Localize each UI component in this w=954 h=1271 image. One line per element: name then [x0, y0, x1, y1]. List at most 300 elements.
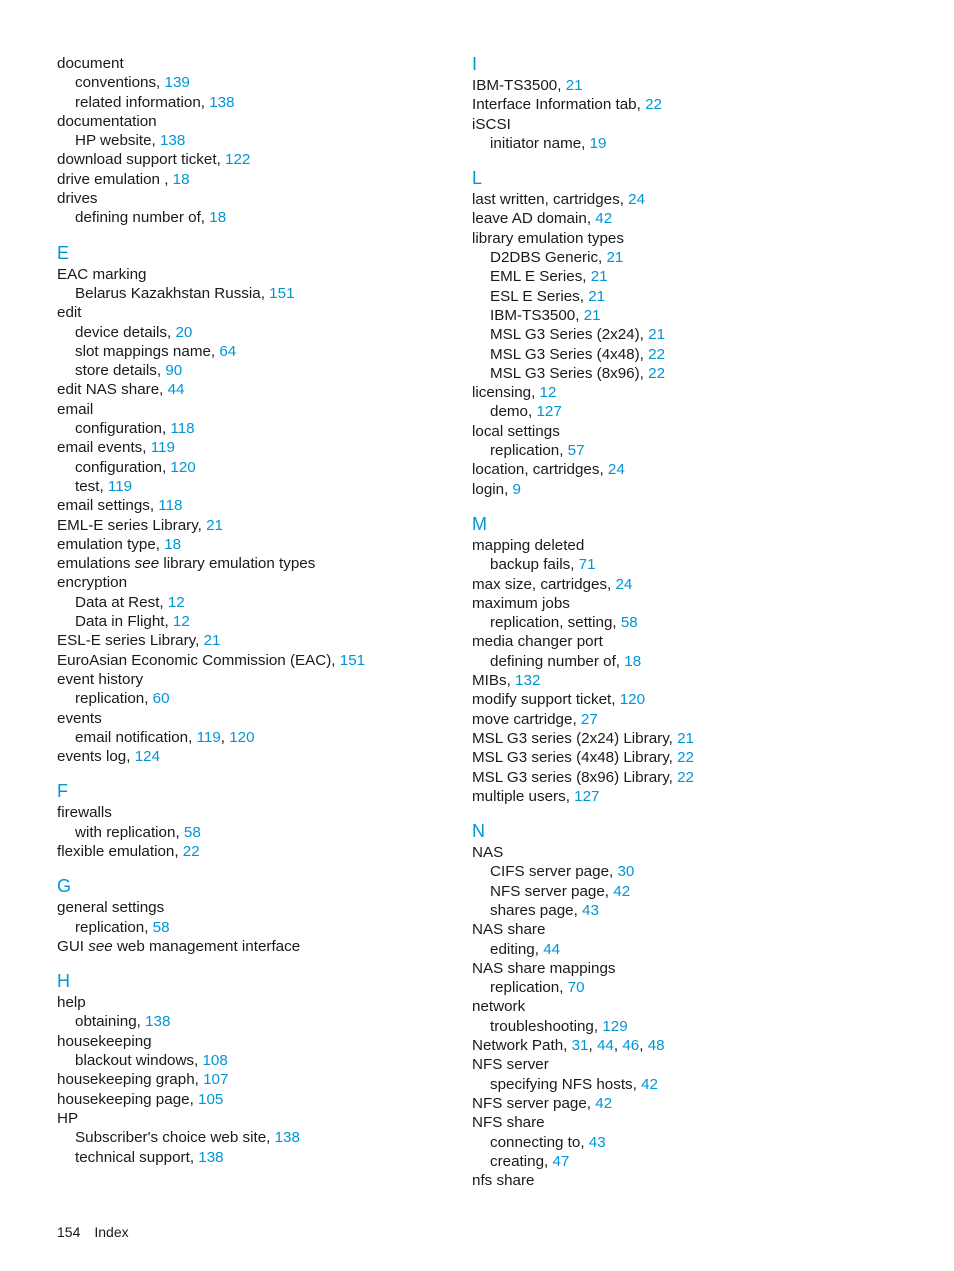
index-subentry: [57, 419, 452, 438]
index-term: MSL G3 Series (8x96),: [490, 364, 649, 382]
index-subentry: [57, 1128, 452, 1147]
index-entry: [57, 898, 452, 917]
page-link-22[interactable]: 22: [182, 842, 200, 860]
index-term: MIBs,: [472, 672, 516, 690]
index-term: demo,: [490, 403, 537, 421]
index-term: leave AD domain,: [472, 210, 596, 228]
page-link-22[interactable]: 22: [677, 768, 695, 786]
index-entry: [472, 843, 912, 862]
index-subentry: [472, 901, 912, 920]
index-term: store details,: [75, 362, 166, 380]
index-term: move cartridge,: [472, 710, 581, 728]
index-subentry: [472, 267, 912, 286]
index-term: HP website,: [75, 132, 160, 150]
index-section-g: [57, 876, 452, 956]
index-entry: [472, 959, 912, 978]
page-link-119[interactable]: 119: [150, 439, 175, 457]
index-subentry: [472, 940, 912, 959]
index-term: EML E Series,: [490, 268, 591, 286]
page-link-120[interactable]: 120: [229, 728, 255, 746]
page-link-27[interactable]: 27: [580, 710, 598, 728]
page-link-129[interactable]: 129: [602, 1017, 628, 1035]
index-subentry: [472, 1133, 912, 1152]
index-entry: [57, 1070, 452, 1089]
index-term: download support ticket,: [57, 151, 226, 169]
index-subentry: [57, 689, 452, 708]
page-link-119[interactable]: 119: [107, 477, 133, 495]
index-subentry: [472, 345, 912, 364]
index-subentry: [472, 862, 912, 881]
index-term: email notification,: [75, 728, 197, 746]
index-entry: [57, 1090, 452, 1109]
index-term: emulations: [57, 555, 135, 573]
page-link-21[interactable]: 21: [606, 249, 624, 267]
index-term: Interface Information tab,: [472, 96, 646, 114]
index-term: network: [472, 998, 526, 1016]
index-term: nfs share: [472, 1172, 535, 1190]
index-entry: [472, 1055, 912, 1074]
index-entry: [57, 573, 452, 592]
index-section-h: [57, 971, 452, 1167]
index-entry: [472, 768, 912, 787]
page-link-31[interactable]: 31: [571, 1037, 589, 1055]
index-term: related information,: [75, 93, 210, 111]
page-link-18[interactable]: 18: [172, 170, 190, 188]
index-term: general settings: [57, 899, 165, 917]
index-entry: [57, 265, 452, 284]
index-letter-heading: I: [472, 54, 478, 74]
index-term: iSCSI: [472, 115, 511, 133]
page-link-24[interactable]: 24: [615, 575, 633, 593]
index-term: replication, setting,: [490, 614, 621, 632]
index-subentry: [57, 323, 452, 342]
index-term: events: [57, 709, 102, 727]
index-term: NFS share: [472, 1114, 545, 1132]
index-term: multiple users,: [472, 787, 575, 805]
page-link-12[interactable]: 12: [539, 384, 557, 402]
index-term: GUI: [57, 937, 89, 955]
index-letter-heading: F: [57, 781, 68, 802]
index-subentry: [472, 1017, 912, 1036]
page-link-44[interactable]: 44: [543, 940, 561, 958]
index-term: firewalls: [57, 804, 112, 822]
index-entry: [57, 631, 452, 650]
index-term: CIFS server page,: [490, 863, 618, 881]
index-entry: [472, 1094, 912, 1113]
index-subentry: [472, 325, 912, 344]
index-term: emulation type,: [57, 535, 165, 553]
index-term: licensing,: [472, 384, 540, 402]
index-subentry: email notification, 119, 120: [75, 728, 255, 746]
footer-section-title: Index: [94, 1224, 129, 1240]
page-link-138[interactable]: 138: [159, 132, 186, 150]
index-term: NAS: [472, 844, 504, 862]
index-term: test,: [75, 477, 108, 495]
page-link-19[interactable]: 19: [589, 134, 607, 152]
index-term: Network Path,: [472, 1037, 572, 1055]
page-link-64[interactable]: 64: [219, 342, 237, 360]
index-term: with replication,: [75, 823, 184, 841]
page-link-22[interactable]: 22: [645, 96, 662, 114]
index-term: initiator name,: [490, 134, 590, 152]
index-term: Data at Rest,: [75, 593, 168, 611]
index-term: Subscriber's choice web site,: [75, 1129, 275, 1147]
see-reference: see: [88, 937, 113, 955]
index-term: email events,: [57, 439, 151, 457]
index-term: replication,: [490, 442, 568, 460]
index-subentry: [57, 1012, 452, 1031]
index-term: Data in Flight,: [75, 613, 173, 631]
index-term: defining number of,: [75, 209, 210, 227]
index-entry: [57, 496, 452, 515]
index-entry: [472, 115, 912, 134]
page-link-9[interactable]: 9: [512, 480, 521, 498]
index-term: mapping deleted: [472, 536, 585, 554]
page-link-12[interactable]: 12: [172, 613, 190, 631]
index-term: housekeeping: [57, 1032, 152, 1050]
index-entry: [472, 594, 912, 613]
index-entry: [472, 787, 912, 806]
index-term: housekeeping graph,: [57, 1071, 204, 1089]
page-link-43[interactable]: 43: [588, 1133, 606, 1151]
page-link-151[interactable]: 151: [269, 284, 295, 302]
index-subentry: [57, 1148, 452, 1167]
index-term: local settings: [472, 422, 560, 440]
index-entry: [472, 536, 912, 555]
page-link-18[interactable]: 18: [164, 535, 182, 553]
index-entry: [57, 400, 452, 419]
index-entry: [57, 709, 452, 728]
index-subentry: [472, 364, 912, 383]
index-entry: [57, 535, 452, 554]
index-term: last written, cartridges,: [472, 191, 629, 209]
page-link-127[interactable]: 127: [574, 787, 600, 805]
index-entry: [57, 170, 452, 189]
page-footer: [57, 1222, 129, 1242]
index-column-left: [57, 54, 452, 1167]
index-letter-heading: G: [57, 876, 72, 897]
index-entry: [472, 671, 912, 690]
page-link-71[interactable]: 71: [578, 556, 596, 574]
index-term: technical support,: [75, 1148, 199, 1166]
index-entry: [472, 920, 912, 939]
page-link-42[interactable]: 42: [595, 210, 613, 228]
index-term: shares page,: [490, 901, 583, 919]
page-link-21[interactable]: 21: [648, 326, 666, 344]
index-letter-heading: E: [57, 242, 70, 263]
index-letter-heading: N: [472, 821, 485, 842]
page-link-70[interactable]: 70: [567, 979, 585, 997]
see-target: library emulation types: [159, 555, 316, 573]
index-term: ESL E Series,: [490, 287, 589, 305]
index-term: configuration,: [75, 458, 171, 476]
index-section-i: [472, 54, 912, 153]
page-link-42[interactable]: 42: [641, 1075, 658, 1093]
index-entry: [472, 209, 912, 228]
page-link-21[interactable]: 21: [588, 287, 606, 305]
page-link-132[interactable]: 132: [515, 672, 541, 690]
page-link-42[interactable]: 42: [595, 1094, 613, 1112]
page-link-42[interactable]: 42: [613, 882, 631, 900]
index-entry: [57, 438, 452, 457]
page-link-118[interactable]: 118: [170, 420, 195, 438]
index-term: MSL G3 Series (2x24),: [490, 326, 649, 344]
page-link-22[interactable]: 22: [677, 749, 695, 767]
index-term: encryption: [57, 574, 128, 592]
index-term: replication,: [75, 918, 153, 936]
index-subentry: [57, 73, 452, 92]
page-link-57[interactable]: 57: [567, 442, 585, 460]
index-subentry: [472, 441, 912, 460]
page-link-48[interactable]: 48: [647, 1037, 665, 1055]
index-entry: Network Path, 31, 44, 46, 48: [472, 1037, 665, 1055]
page-link-18[interactable]: 18: [209, 209, 227, 227]
page-link-21[interactable]: 21: [203, 632, 221, 650]
index-entry: [472, 229, 912, 248]
see-target: web management interface: [112, 937, 301, 955]
page-link-58[interactable]: 58: [183, 823, 201, 841]
index-entry: [472, 95, 912, 114]
index-term: maximum jobs: [472, 594, 570, 612]
index-term: edit: [57, 304, 82, 322]
index-entry: [57, 670, 452, 689]
index-term: conventions,: [75, 74, 165, 92]
index-term: modify support ticket,: [472, 691, 620, 709]
index-section-e: [57, 243, 452, 767]
index-term: HP: [57, 1109, 79, 1127]
page-link-119[interactable]: 119: [196, 728, 221, 746]
index-term: D2DBS Generic,: [490, 249, 607, 267]
index-subentry: [57, 93, 452, 112]
page-link-44[interactable]: 44: [596, 1037, 614, 1055]
index-term: configuration,: [75, 420, 171, 438]
index-subentry: [472, 306, 912, 325]
page-link-151[interactable]: 151: [339, 651, 366, 669]
page-link-138[interactable]: 138: [198, 1148, 224, 1166]
index-subentry: [472, 978, 912, 997]
index-subentry: [57, 342, 452, 361]
index-section-l: [472, 168, 912, 499]
index-term: NAS share mappings: [472, 959, 616, 977]
page-link-21[interactable]: 21: [583, 306, 601, 324]
index-term: backup fails,: [490, 556, 579, 574]
index-entry: [57, 842, 452, 861]
index-entry: [472, 729, 912, 748]
index-letter-heading: M: [472, 513, 487, 534]
index-term: events log,: [57, 748, 135, 766]
index-term: creating,: [490, 1152, 553, 1170]
index-subentry: [57, 458, 452, 477]
index-entry: [57, 54, 452, 73]
index-column-right: [472, 54, 912, 1190]
page-link-107[interactable]: 107: [203, 1071, 229, 1089]
index-term: login,: [472, 480, 513, 498]
index-entry: [57, 516, 452, 535]
index-term: MSL G3 series (8x96) Library,: [472, 768, 678, 786]
index-entry: [57, 1109, 452, 1128]
index-subentry: [472, 613, 912, 632]
index-term: IBM-TS3500,: [490, 306, 584, 324]
index-term: help: [57, 994, 86, 1012]
index-term: NAS share: [472, 921, 546, 939]
index-entry: [57, 747, 452, 766]
index-subentry: [472, 882, 912, 901]
see-reference: see: [134, 555, 160, 573]
index-term: MSL G3 series (4x48) Library,: [472, 749, 678, 767]
index-section-m: [472, 514, 912, 806]
page-link-127[interactable]: 127: [536, 403, 562, 421]
index-term: defining number of,: [490, 652, 625, 670]
page-link-122[interactable]: 122: [225, 151, 251, 169]
page-link-12[interactable]: 12: [167, 593, 185, 611]
index-subentry: [472, 402, 912, 421]
page-link-21[interactable]: 21: [590, 268, 608, 286]
index-term: ESL-E series Library,: [57, 632, 204, 650]
index-entry: [57, 937, 452, 956]
page-link-58[interactable]: 58: [152, 918, 170, 936]
page-link-105[interactable]: 105: [198, 1090, 224, 1108]
page-link-46[interactable]: 46: [622, 1037, 640, 1055]
index-term: Belarus Kazakhstan Russia,: [75, 284, 270, 302]
page-link-24[interactable]: 24: [628, 191, 646, 209]
index-section-f: [57, 781, 452, 861]
index-term: drives: [57, 190, 98, 208]
index-subentry: [57, 918, 452, 937]
index-subentry: [472, 555, 912, 574]
index-entry: [57, 554, 452, 573]
index-term: editing,: [490, 940, 544, 958]
index-subentry: [57, 208, 452, 227]
page-link-43[interactable]: 43: [582, 901, 599, 919]
index-term: connecting to,: [490, 1133, 589, 1151]
page-link-21[interactable]: 21: [565, 77, 583, 94]
index-entry: [472, 76, 912, 95]
index-term: blackout windows,: [75, 1052, 203, 1070]
index-term: media changer port: [472, 633, 603, 651]
index-subentry: [57, 612, 452, 631]
index-term: NFS server: [472, 1056, 549, 1074]
index-entry: [57, 993, 452, 1012]
page-link-18[interactable]: 18: [624, 652, 642, 670]
index-entry: [472, 997, 912, 1016]
index-term: troubleshooting,: [490, 1017, 603, 1035]
page-link-118[interactable]: 118: [158, 497, 183, 515]
index-term: location, cartridges,: [472, 461, 608, 479]
index-letter-heading: L: [472, 168, 483, 189]
page-link-138[interactable]: 138: [274, 1129, 300, 1147]
index-entry: [472, 690, 912, 709]
index-entry: [57, 112, 452, 131]
index-letter-heading: H: [57, 971, 70, 992]
page-link-90[interactable]: 90: [165, 362, 183, 380]
index-term: replication,: [75, 690, 153, 708]
page-link-20[interactable]: 20: [175, 323, 193, 341]
index-term: replication,: [490, 979, 568, 997]
index-subentry: [57, 477, 452, 496]
index-term: max size, cartridges,: [472, 575, 616, 593]
index-term: event history: [57, 670, 144, 688]
index-subentry: [57, 131, 452, 150]
index-term: library emulation types: [472, 229, 624, 247]
index-term: EAC marking: [57, 265, 147, 283]
index-entry: [57, 189, 452, 208]
index-section-continued: [57, 54, 452, 228]
page-link-47[interactable]: 47: [552, 1152, 570, 1170]
index-term: housekeeping page,: [57, 1090, 199, 1108]
index-subentry: [472, 134, 912, 153]
index-subentry: [57, 284, 452, 303]
index-entry: [472, 422, 912, 441]
index-entry: [472, 460, 912, 479]
index-entry: [57, 380, 452, 399]
index-term: drive emulation ,: [57, 170, 173, 188]
index-term: specifying NFS hosts,: [490, 1075, 642, 1093]
index-term: IBM-TS3500,: [472, 77, 566, 94]
page-link-44[interactable]: 44: [167, 381, 185, 399]
page-link-124[interactable]: 124: [134, 748, 161, 766]
page-link-138[interactable]: 138: [209, 93, 235, 111]
index-term: document: [57, 55, 124, 72]
page-link-30[interactable]: 30: [617, 863, 635, 881]
index-subentry: [472, 1075, 912, 1094]
page-link-21[interactable]: 21: [677, 729, 695, 747]
index-entry: [472, 1171, 912, 1190]
index-entry: [57, 1032, 452, 1051]
index-term: flexible emulation,: [57, 842, 183, 860]
index-term: NFS server page,: [490, 882, 614, 900]
index-term: edit NAS share,: [57, 381, 168, 399]
index-entry: [472, 748, 912, 767]
index-subentry: [57, 593, 452, 612]
index-subentry: [472, 248, 912, 267]
page-link-139[interactable]: 139: [164, 74, 190, 92]
index-entry: [57, 303, 452, 322]
index-term: EML-E series Library,: [57, 516, 207, 534]
index-term: email settings,: [57, 497, 159, 515]
page-link-120[interactable]: 120: [170, 458, 196, 476]
page-link-108[interactable]: 108: [202, 1052, 228, 1070]
index-entry: [57, 150, 452, 169]
page-number: 154: [57, 1224, 81, 1240]
page-link-24[interactable]: 24: [607, 461, 625, 479]
page-link-60[interactable]: 60: [152, 690, 170, 708]
page-link-138[interactable]: 138: [145, 1013, 171, 1031]
page-link-22[interactable]: 22: [648, 364, 666, 382]
index-entry: [472, 632, 912, 651]
index-subentry: [472, 652, 912, 671]
index-entry: [472, 480, 912, 499]
page-link-58[interactable]: 58: [620, 614, 638, 632]
index-subentry: [472, 287, 912, 306]
page-link-21[interactable]: 21: [206, 516, 224, 534]
index-entry: [472, 710, 912, 729]
index-entry: [57, 803, 452, 822]
index-entry: [472, 190, 912, 209]
index-term: MSL G3 Series (4x48),: [490, 345, 649, 363]
index-term: slot mappings name,: [75, 342, 220, 360]
page-link-22[interactable]: 22: [648, 345, 666, 363]
index-entry: [472, 383, 912, 402]
index-term: MSL G3 series (2x24) Library,: [472, 729, 678, 747]
index-term: EuroAsian Economic Commission (EAC),: [57, 651, 340, 669]
page-link-120[interactable]: 120: [619, 691, 646, 709]
index-subentry: [472, 1152, 912, 1171]
index-entry: [57, 651, 452, 670]
index-term: email: [57, 400, 94, 418]
index-subentry: [57, 1051, 452, 1070]
index-entry: [472, 1113, 912, 1132]
index-term: NFS server page,: [472, 1094, 596, 1112]
